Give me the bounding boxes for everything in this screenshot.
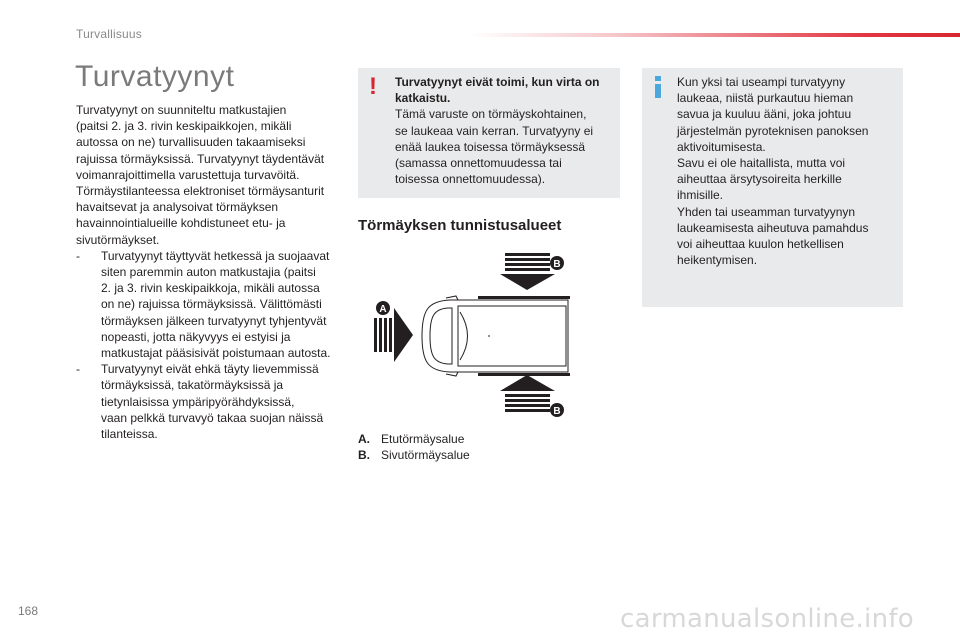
bullet-item: - Turvatyynyt täyttyvät hetkessä ja suojaavat siten paremmin auton matkustajia (paitsi 2. ja 3. rivin keskipaikkoja, mikäli autossa on ne) rajuissa törmäyksissä. Välittömästi törmäyksen jälkeen turvatyynyt tyhjentyvät nopeasti, jotta näkyvyys ei estyisi ja matkustajat pääsisivät poistumaan autosta. (76, 248, 331, 361)
zone-b-badge-top (550, 256, 564, 270)
svg-text:A: A (379, 304, 387, 315)
bullet-dash: - (76, 362, 80, 377)
svg-text:B: B (553, 259, 561, 270)
crash-zones-diagram (370, 248, 570, 423)
section-label: Turvallisuus (76, 27, 142, 41)
warning-text: Turvatyynyt eivät toimi, kun virta on katkaistu. Tämä varuste on törmäyskohtainen, se laukeaa vain kerran. Turvatyyny ei enää laukea toisessa törmäyksessä (samassa onnettomuudessa tai toisessa onnettomuudessa). (395, 74, 615, 187)
exclamation-icon: ! (369, 73, 377, 100)
bullet-item: - Turvatyynyt eivät ehkä täyty lievemmissä törmäyksissä, takatörmäyksissä ja tietynlaisissa ympäripyörähdyksissä, vaan pelkkä turvavyö takaa suojan näissä tilanteissa. (76, 362, 324, 442)
detection-zone-top (478, 296, 570, 299)
legend-item: B. Sivutörmäysalue (358, 448, 470, 462)
intro-paragraph: Turvatyynyt on suunniteltu matkustajien (paitsi 2. ja 3. rivin keskipaikkojen, mikäli autossa on ne) turvallisuuden takaamiseksi rajuissa törmäyksissä. Turvatyynyt täydentävät voimanrajoittimella varustettuja turvavöitä. Törmäystilanteessa elektroniset törmäysanturit havaitsevat ja analysoivat törmäyksen havainnointialueille kohdistuneet etu- ja sivutörmäykset. (76, 103, 325, 247)
info-text: Kun yksi tai useampi turvatyyny laukeaa, niistä purkautuu hieman savua ja kuuluu ääni, joka johtuu järjestelmän pyroteknisen panoksen aktivoitumisesta. Savu ei ole haitallista, mutta voi aiheuttaa ärsytysoireita herkille ihmisille. Yhden tai useamman turvatyynyn laukeamisesta aiheutuva pamahdus voi aiheuttaa kuulon hetkellisen heikentymisen. (677, 75, 869, 268)
detection-zone-bottom (478, 373, 570, 376)
zone-b-badge-bottom (550, 403, 564, 417)
page-number: 168 (18, 604, 39, 618)
side-impact-arrow-top (500, 253, 555, 290)
zones-legend (358, 431, 470, 463)
watermark: carmanualsonline.info (620, 604, 915, 634)
legend-item: A. Etutörmäysalue (358, 432, 465, 446)
side-impact-arrow-bottom (500, 375, 555, 412)
page-title: Turvatyynyt (75, 60, 235, 93)
bullet-dash: - (76, 248, 80, 263)
header-rule (470, 33, 960, 37)
info-icon (652, 76, 664, 98)
zones-heading: Törmäyksen tunnistusalueet (358, 217, 562, 234)
intro-text (76, 102, 346, 442)
front-impact-arrow (374, 308, 413, 362)
svg-text:B: B (553, 406, 561, 417)
warning-title: Turvatyynyt eivät toimi, kun virta on katkaistu. (395, 75, 600, 106)
van-top-view (422, 296, 568, 376)
zone-a-badge (376, 301, 390, 315)
